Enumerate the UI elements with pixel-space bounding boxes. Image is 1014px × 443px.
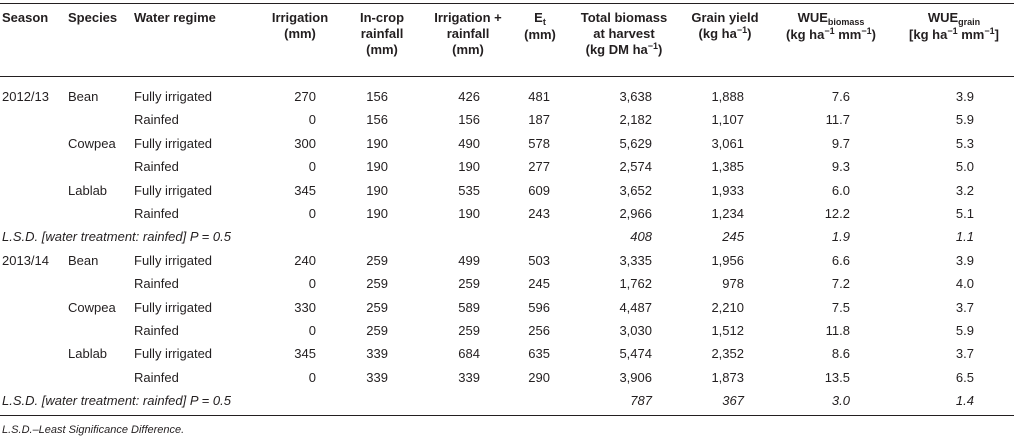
cell-wue-b: 12.2 [824,206,850,221]
cell-wue-b: 1.9 [831,229,850,245]
cell-rain: 259 [366,276,388,292]
header-ir-line1: Irrigation + [434,10,502,25]
cell-wue-g: 3.2 [955,182,974,198]
cell-wue-g: 3.7 [955,346,974,362]
cell-wue-b: 11.8 [825,323,850,338]
header-wueb-sup2: −1 [861,26,872,36]
cell-wue-b: 3.0 [831,393,850,409]
cell-grain: 978 [722,276,744,292]
cell-irr: 345 [294,346,316,362]
cell-rain: 339 [366,346,388,362]
header-et [518,10,562,43]
cell-wue-g: 6.5 [955,369,974,385]
header-irrigation [262,10,338,42]
cell-rain: 190 [366,206,388,221]
cell-biomass: 5,474 [619,346,652,362]
header-wueb-close: ) [871,27,876,42]
cell-et: 578 [528,135,550,151]
header-bio-unit: (kg DM ha [585,42,648,57]
cell-irr: 0 [308,159,316,175]
cell-irr-rain: 589 [458,299,480,315]
header-season: Season [2,10,49,25]
header-wueg-sub: grain [958,17,981,27]
cell-wue-b: 13.5 [824,369,850,385]
cell-et: 245 [528,276,550,292]
cell-irr: 345 [294,182,316,198]
cell-irr-rain: 339 [458,369,480,385]
cell-regime: Rainfed [134,369,179,385]
cell-irr: 300 [294,135,316,151]
header-et-main: E [534,10,543,25]
cell-irr: 270 [294,89,316,104]
header-bio-line2: at harvest [593,26,655,41]
header-irrigation-line1: Irrigation [271,10,329,25]
cell-regime: Fully irrigated [134,299,213,315]
cell-regime: Fully irrigated [134,182,213,198]
cell-biomass: 2,966 [619,206,652,221]
header-wue-biomass [772,10,890,44]
cell-grain: 1,888 [711,89,744,104]
cell-wue-g: 3.9 [955,252,974,268]
header-wueb-mm: mm [834,27,862,42]
cell-species: Bean [68,252,99,268]
cell-regime: Fully irrigated [134,135,213,151]
cell-wue-g: 1.4 [955,393,974,409]
cell-grain: 367 [722,393,744,409]
cell-species: Lablab [68,182,108,198]
cell-biomass: 3,652 [619,182,652,198]
cell-rain: 259 [366,299,388,315]
cell-species: Cowpea [68,299,116,315]
cell-regime: Rainfed [134,206,179,221]
cell-wue-b: 6.6 [831,252,850,268]
cell-grain: 2,352 [711,346,744,362]
header-wueb-unit: (kg ha [786,27,825,42]
cell-irr-rain: 535 [458,182,480,198]
cell-wue-b: 6.0 [831,182,850,198]
cell-season: 2012/13 [2,89,49,104]
cell-irr: 0 [308,206,316,221]
cell-et: 277 [528,159,550,175]
cell-regime: Rainfed [134,159,179,175]
header-rain-line1: In-crop [359,10,405,25]
cell-wue-b: 11.7 [825,112,850,128]
cell-regime: Rainfed [134,112,179,128]
table-footnote: L.S.D.–Least Significance Difference. [2,424,185,436]
header-et-sub: t [542,17,546,27]
header-irrigation-plus-rainfall [424,10,512,58]
cell-et: 256 [528,323,550,338]
cell-grain: 2,210 [711,299,744,315]
cell-biomass: 787 [630,393,652,409]
header-wueg-close: ] [994,27,999,42]
cell-biomass: 408 [630,229,652,245]
cell-regime: Fully irrigated [134,252,213,268]
header-gy-unit-close: ) [747,26,752,41]
header-wueg-main: WUE [927,10,959,25]
header-species: Species [68,10,118,25]
cell-grain: 1,956 [711,252,744,268]
header-wueg-sup2: −1 [984,26,995,36]
cell-grain: 1,234 [711,206,744,221]
header-wueg-sup1: −1 [947,26,958,36]
cell-et: 187 [528,112,550,128]
header-gy-line1: Grain yield [691,10,759,25]
cell-wue-g: 5.3 [955,135,974,151]
cell-irr: 0 [308,323,316,338]
cell-irr-rain: 156 [458,112,480,128]
cell-rain: 156 [366,89,388,104]
header-rain-line3: (mm) [366,42,398,57]
cell-rain: 190 [366,182,388,198]
cell-wue-g: 5.9 [955,112,974,128]
cell-rain: 156 [366,112,388,128]
cell-wue-b: 7.2 [831,276,850,292]
cell-regime: Fully irrigated [134,346,213,362]
header-et-line2: (mm) [524,27,556,42]
cell-wue-b: 9.7 [831,135,850,151]
cell-et: 243 [528,206,550,221]
cell-wue-g: 1.1 [955,229,974,245]
cell-biomass: 3,906 [619,369,652,385]
cell-wue-b: 7.5 [831,299,850,315]
header-wueb-main: WUE [797,10,828,25]
cell-irr: 240 [294,252,316,268]
table-bottom-rule [0,415,1014,416]
header-ir-line2: rainfall [446,26,490,41]
header-in-crop-rainfall [350,10,414,58]
cell-species: Cowpea [68,135,116,151]
cell-rain: 190 [366,135,388,151]
cell-species: Bean [68,89,99,104]
cell-irr-rain: 426 [458,89,480,104]
cell-species: Lablab [68,346,108,362]
cell-wue-g: 4.0 [955,276,974,292]
cell-irr-rain: 190 [458,206,480,221]
header-total-biomass [568,10,680,59]
cell-irr-rain: 190 [458,159,480,175]
cell-irr: 0 [308,276,316,292]
table-header-rule [0,76,1014,77]
cell-grain: 1,385 [711,159,744,175]
cell-wue-g: 3.7 [955,299,974,315]
cell-biomass: 2,574 [619,159,652,175]
cell-et: 503 [528,252,550,268]
cell-et: 290 [528,369,550,385]
cell-et: 635 [528,346,550,362]
cell-irr-rain: 684 [458,346,480,362]
cell-rain: 339 [366,369,388,385]
cell-irr-rain: 490 [458,135,480,151]
cell-irr: 0 [308,112,316,128]
cell-regime: Rainfed [134,276,179,292]
cell-rain: 259 [366,323,388,338]
cell-biomass: 1,762 [619,276,652,292]
header-wueg-unit: [kg ha [909,27,948,42]
cell-grain: 1,873 [711,369,744,385]
cell-grain: 1,512 [711,323,744,338]
header-gy-unit-sup: −1 [736,25,748,35]
header-irrigation-line2: (mm) [284,26,316,41]
cell-biomass: 2,182 [619,112,652,128]
cell-irr-rain: 259 [458,276,480,292]
header-ir-line3: (mm) [452,42,484,57]
header-wueb-sup1: −1 [824,26,835,36]
table-top-rule [0,3,1014,4]
lsd-label: L.S.D. [water treatment: rainfed] P = 0.5 [2,393,231,409]
header-rain-line2: rainfall [360,26,404,41]
header-wue-grain [896,10,1012,44]
lsd-label: L.S.D. [water treatment: rainfed] P = 0.5 [2,229,231,245]
cell-biomass: 3,335 [619,252,652,268]
cell-irr: 0 [308,369,316,385]
cell-biomass: 3,638 [619,89,652,104]
cell-et: 481 [528,89,550,104]
header-bio-line1: Total biomass [580,10,668,25]
header-gy-unit: (kg ha [698,26,737,41]
cell-rain: 259 [366,252,388,268]
cell-rain: 190 [366,159,388,175]
cell-biomass: 5,629 [619,135,652,151]
cell-biomass: 4,487 [619,299,652,315]
cell-et: 609 [528,182,550,198]
header-bio-unit-sup: −1 [647,41,659,51]
cell-wue-g: 3.9 [955,89,974,104]
cell-irr-rain: 259 [458,323,480,338]
cell-regime: Fully irrigated [134,89,213,104]
cell-wue-g: 5.0 [955,159,974,175]
cell-grain: 1,933 [711,182,744,198]
header-wueb-sub: biomass [827,17,865,27]
cell-wue-g: 5.1 [955,206,974,221]
cell-grain: 3,061 [711,135,744,151]
header-bio-unit-close: ) [658,42,663,57]
cell-season: 2013/14 [2,252,49,268]
header-water-regime: Water regime [134,10,216,25]
cell-wue-g: 5.9 [955,323,974,338]
header-wueg-mm: mm [957,27,985,42]
header-grain-yield [682,10,768,43]
cell-irr: 330 [294,299,316,315]
cell-irr-rain: 499 [458,252,480,268]
cell-wue-b: 8.6 [831,346,850,362]
cell-biomass: 3,030 [619,323,652,338]
cell-regime: Rainfed [134,323,179,338]
cell-wue-b: 9.3 [831,159,850,175]
cell-wue-b: 7.6 [831,89,850,104]
cell-et: 596 [528,299,550,315]
cell-grain: 245 [722,229,744,245]
cell-grain: 1,107 [711,112,744,128]
